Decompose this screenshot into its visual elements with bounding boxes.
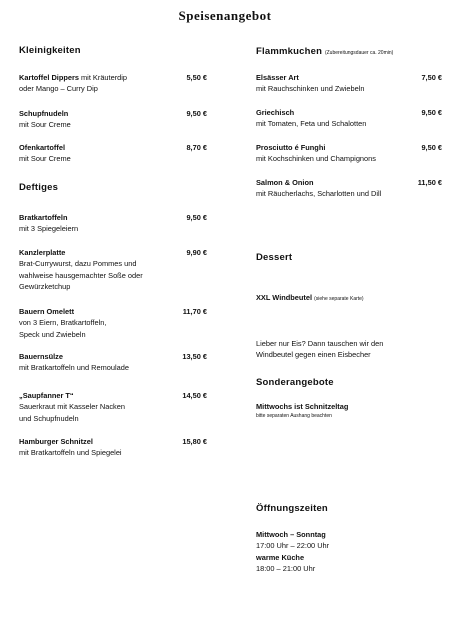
menu-item-xxl-windbeutel	[256, 292, 442, 305]
item-desc: mit Bratkartoffeln und Remoulade	[19, 363, 129, 373]
item-desc: mit 3 Spiegeleiern	[19, 224, 79, 234]
item-price: 9,90 €	[186, 248, 207, 257]
item-price: 13,50 €	[182, 352, 207, 361]
item-desc: Speck und Zwiebeln	[19, 329, 86, 339]
item-desc: mit Sour Creme	[19, 154, 71, 164]
flammkuchen-note: (Zubereitungsdauer ca. 20min)	[324, 50, 394, 56]
item-desc: von 3 Eiern, Bratkartoffeln,	[19, 318, 107, 328]
item-desc: oder Mango – Curry Dip	[19, 84, 98, 94]
item-name: XXL Windbeutel	[256, 293, 313, 302]
item-name: Kartoffel Dippers	[19, 73, 79, 82]
item-desc: mit Sour Creme	[19, 120, 71, 130]
menu-item-bauern-omelett	[19, 306, 208, 340]
item-price: 11,70 €	[182, 307, 207, 316]
menu-item-elsaesser-art	[256, 72, 442, 95]
item-name: Prosciutto é Funghi	[256, 143, 326, 152]
menu-item-prosciutto-funghi	[256, 142, 442, 165]
flammkuchen-heading-text: Flammkuchen	[256, 46, 323, 57]
item-desc: wahlweise hausgemachter Soße oder	[19, 270, 143, 280]
section-heading-dessert: Dessert	[256, 252, 293, 263]
item-name-suffix: mit Kräuterdip	[78, 73, 128, 82]
item-price: 9,50 €	[186, 213, 207, 222]
item-name: Elsässer Art	[256, 73, 299, 82]
menu-item-kanzlerplatte	[19, 247, 208, 293]
item-name: Hamburger Schnitzel	[19, 437, 93, 446]
item-price: 9,50 €	[421, 143, 442, 152]
kitchen-label: warme Küche	[256, 552, 305, 562]
section-heading-deftiges: Deftiges	[19, 182, 59, 193]
item-desc: mit Bratkartoffeln und Spiegelei	[19, 448, 122, 458]
menu-item-bauernsuelze	[19, 351, 208, 374]
item-note: bitte separaten Aushang beachten	[256, 413, 332, 420]
item-price: 15,80 €	[182, 437, 207, 446]
item-price: 9,50 €	[421, 108, 442, 117]
menu-item-bratkartoffeln	[19, 212, 208, 235]
section-heading-kleinigkeiten: Kleinigkeiten	[19, 45, 81, 56]
menu-item-schupfnudeln	[19, 108, 208, 131]
section-heading-oeffnungszeiten: Öffnungszeiten	[256, 503, 328, 514]
section-heading-flammkuchen	[256, 46, 393, 57]
menu-item-ofenkartoffel	[19, 142, 208, 165]
item-desc: mit Kochschinken und Champignons	[256, 154, 376, 164]
item-desc: Sauerkraut mit Kasseler Nacken	[19, 402, 125, 412]
special-offer-schnitzeltag	[256, 401, 442, 420]
dessert-info-text	[256, 338, 442, 361]
section-heading-sonderangebote: Sonderangebote	[256, 377, 334, 388]
item-price: 14,50 €	[182, 391, 207, 400]
item-desc: mit Räucherlachs, Scharlotten und Dill	[256, 189, 382, 199]
page-title: Speisenangebot	[178, 8, 272, 23]
item-name: „Saupfanner T“	[19, 391, 74, 400]
item-desc: und Schupfnudeln	[19, 413, 79, 423]
dessert-text-line: Lieber nur Eis? Dann tauschen wir den	[256, 339, 384, 348]
menu-item-hamburger-schnitzel	[19, 436, 208, 459]
item-name: Griechisch	[256, 108, 295, 117]
item-name: Bratkartoffeln	[19, 213, 68, 222]
item-name: Bauern Omelett	[19, 307, 75, 316]
item-name: Schupfnudeln	[19, 109, 69, 118]
item-name: Bauernsülze	[19, 352, 63, 361]
item-name: Ofenkartoffel	[19, 143, 65, 152]
item-note: (siehe separate Karte)	[314, 296, 364, 302]
menu-item-griechisch	[256, 107, 442, 130]
menu-item-salmon-onion	[256, 177, 442, 200]
item-name: Salmon & Onion	[256, 178, 314, 187]
item-name: Mittwochs ist Schnitzeltag	[256, 402, 349, 411]
menu-item-saupfanner	[19, 390, 208, 424]
item-desc: Brat-Currywurst, dazu Pommes und	[19, 259, 137, 269]
kitchen-time: 18:00 – 21:00 Uhr	[256, 564, 316, 574]
item-price: 11,50 €	[417, 178, 442, 187]
opening-hours	[256, 529, 442, 575]
item-price: 7,50 €	[421, 73, 442, 82]
dessert-text-line: Windbeutel gegen einen Eisbecher	[256, 350, 371, 360]
item-name: Kanzlerplatte	[19, 248, 66, 257]
item-desc: mit Rauchschinken und Zwiebeln	[256, 84, 365, 94]
menu-item-kartoffel-dippers	[19, 72, 208, 95]
item-desc: mit Tomaten, Feta und Schalotten	[256, 119, 367, 129]
item-price: 8,70 €	[186, 143, 207, 152]
item-desc: Gewürzketchup	[19, 282, 71, 292]
opening-days: Mittwoch – Sonntag	[256, 530, 326, 539]
item-price: 5,50 €	[186, 73, 207, 82]
opening-time: 17:00 Uhr – 22:00 Uhr	[256, 541, 330, 551]
item-price: 9,50 €	[186, 109, 207, 118]
